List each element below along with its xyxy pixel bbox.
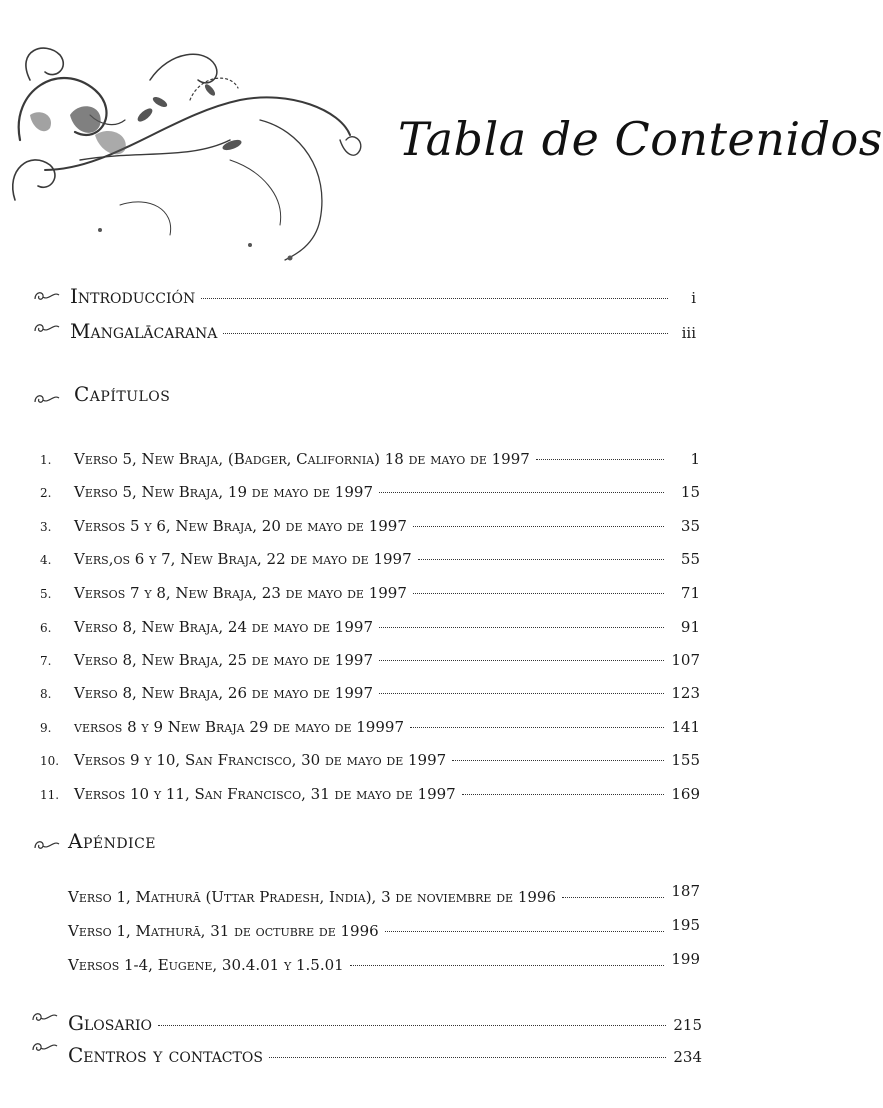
entry-label: Glosario: [68, 1011, 153, 1035]
entry-page: 1: [690, 450, 700, 468]
entry-label: Versos 1-4, Eugene, 30.4.01 y 1.5.01: [68, 956, 344, 974]
entry-page: 187: [671, 882, 700, 900]
entry-label: Versos 5 y 6, New Braja, 20 de mayo de 1997: [74, 517, 407, 535]
floral-flourish-icon: [0, 20, 380, 270]
dot-leader: [350, 965, 664, 966]
entry-number: 9.: [40, 721, 52, 735]
swirl-bullet-icon: [32, 319, 60, 335]
page-title: Tabla de Contenidos: [398, 112, 883, 166]
dot-leader: [379, 492, 664, 493]
dot-leader: [379, 660, 664, 661]
entry-number: 7.: [40, 654, 52, 668]
toc-entry: [68, 882, 700, 906]
toc-entry: [40, 450, 700, 468]
toc-entry: [40, 483, 700, 501]
toc-entry: [40, 584, 700, 602]
toc-entry: [68, 950, 700, 974]
toc-entry: [40, 684, 700, 702]
entry-number: 1.: [40, 453, 52, 467]
entry-number: 3.: [40, 520, 52, 534]
dot-leader: [410, 727, 664, 728]
entry-label: Verso 8, New Braja, 25 de mayo de 1997: [74, 651, 373, 669]
entry-page: 123: [671, 684, 700, 702]
dot-leader: [379, 693, 664, 694]
entry-number: 5.: [40, 587, 52, 601]
entry-label: Centros y contactos: [68, 1043, 263, 1067]
swirl-bullet-icon: [32, 836, 60, 852]
entry-number: 10.: [40, 754, 60, 768]
swirl-bullet-icon: [30, 1008, 58, 1024]
entry-number: 6.: [40, 621, 52, 635]
entry-page: 234: [673, 1048, 702, 1066]
dot-leader: [418, 559, 664, 560]
toc-entry: [40, 751, 700, 769]
dot-leader: [385, 931, 664, 932]
entry-label: Vers‚os 6 y 7, New Braja, 22 de mayo de 1997: [74, 550, 412, 568]
toc-entry: [40, 785, 700, 803]
entry-page: i: [691, 289, 696, 307]
entry-label: Versos 9 y 10, San Francisco, 30 de mayo de 1997: [74, 751, 447, 769]
toc-entry-glosario: [68, 1011, 702, 1035]
dot-leader: [201, 298, 668, 299]
entry-label: Versos 7 y 8, New Braja, 23 de mayo de 1997: [74, 584, 407, 602]
entry-label: Introducción: [70, 284, 196, 308]
entry-label: Verso 5, New Braja, 19 de mayo de 1997: [74, 483, 373, 501]
toc-entry-centros: [68, 1043, 702, 1067]
entry-number: 2.: [40, 486, 52, 500]
entry-page: 91: [680, 618, 700, 636]
toc-entry: [40, 718, 700, 736]
entry-number: 11.: [40, 788, 60, 802]
toc-entry: [40, 618, 700, 636]
entry-label: Verso 5, New Braja, (Badger, California) 18 de mayo de 1997: [74, 450, 530, 468]
entry-label: Verso 1, Mathurā (Uttar Pradesh, India), 3 de noviembre de 1996: [68, 888, 556, 906]
entry-page: 107: [671, 651, 700, 669]
entry-label: Verso 1, Mathurā, 31 de octubre de 1996: [68, 922, 379, 940]
entry-number: 4.: [40, 553, 52, 567]
entry-number: 8.: [40, 687, 52, 701]
dot-leader: [413, 593, 664, 594]
toc-entry-introduccion: [70, 284, 696, 308]
entry-page: 35: [680, 517, 700, 535]
toc-entry: [40, 517, 700, 535]
entry-label: versos 8 y 9 New Braja 29 de mayo de 19997: [74, 718, 404, 736]
dot-leader: [536, 459, 664, 460]
section-heading-apendice: Apéndice: [68, 829, 157, 853]
entry-page: 195: [671, 916, 700, 934]
dot-leader: [452, 760, 664, 761]
entry-page: 15: [680, 483, 700, 501]
entry-label: Versos 10 y 11, San Francisco, 31 de mayo de 1997: [74, 785, 456, 803]
entry-page: iii: [681, 324, 696, 342]
entry-page: 169: [671, 785, 700, 803]
dot-leader: [413, 526, 664, 527]
entry-page: 71: [680, 584, 700, 602]
entry-label: Verso 8, New Braja, 24 de mayo de 1997: [74, 618, 373, 636]
section-heading-capitulos: Capítulos: [74, 382, 171, 406]
toc-entry: [68, 916, 700, 940]
toc-entry-mangalacarana: [70, 319, 696, 343]
dot-leader: [158, 1025, 666, 1026]
swirl-bullet-icon: [32, 287, 60, 303]
dot-leader: [462, 794, 664, 795]
swirl-bullet-icon: [30, 1038, 58, 1054]
toc-entry: [40, 651, 700, 669]
dot-leader: [223, 333, 668, 334]
entry-page: 215: [673, 1016, 702, 1034]
entry-page: 141: [671, 718, 700, 736]
entry-page: 155: [671, 751, 700, 769]
dot-leader: [269, 1057, 666, 1058]
dot-leader: [562, 897, 664, 898]
swirl-bullet-icon: [32, 390, 60, 406]
entry-page: 55: [680, 550, 700, 568]
entry-label: Verso 8, New Braja, 26 de mayo de 1997: [74, 684, 373, 702]
toc-entry: [40, 550, 700, 568]
entry-label: Mangalācarana: [70, 319, 218, 343]
dot-leader: [379, 627, 664, 628]
entry-page: 199: [671, 950, 700, 968]
